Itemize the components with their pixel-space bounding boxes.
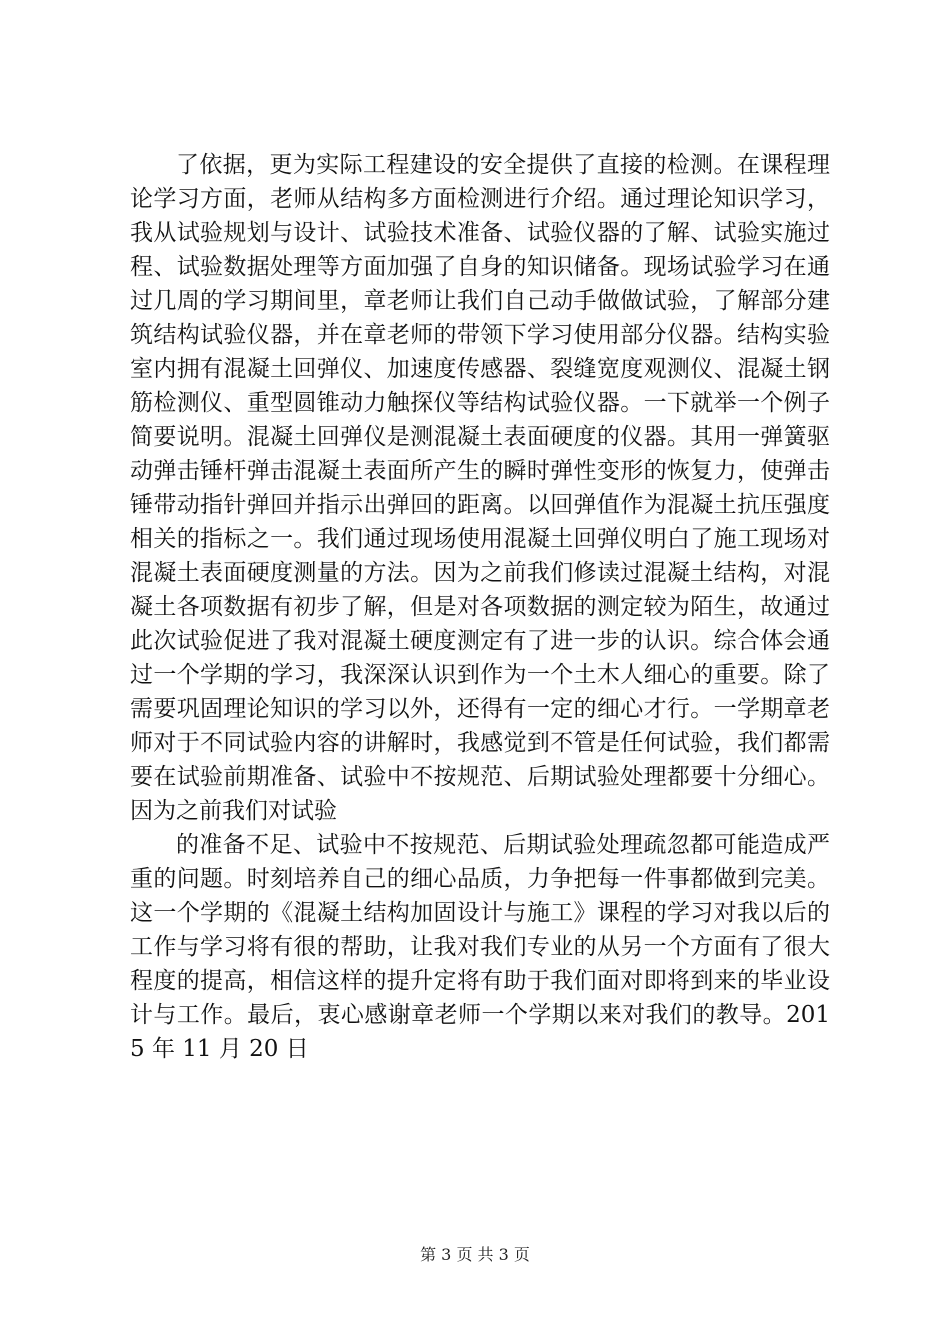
paragraph-2: 的准备不足、试验中不按规范、后期试验处理疏忽都可能造成严重的问题。时刻培养自己的细心品质，力争把每一件事都做到完美。这一个学期的《混凝土结构加固设计与施工》课程的学习对我以后的工作与学习将有很的帮助，让我对我们专业的从另一个方面有了很大程度的提高，相信这样的提升定将有助于我们面对即将到来的毕业设计与工作。最后，衷心感谢章老师一个学期以来对我们的教导。2015 年 11 月 20 日 [130,832,830,1062]
page-footer: 第 3 页 共 3 页 [420,1245,530,1264]
document-body [130,148,830,1066]
paragraph-1: 了依据，更为实际工程建设的安全提供了直接的检测。在课程理论学习方面，老师从结构多方面检测进行介绍。通过理论知识学习，我从试验规划与设计、试验技术准备、试验仪器的了解、试验实施过程、试验数据处理等方面加强了自身的知识储备。现场试验学习在通过几周的学习期间里，章老师让我们自己动手做做试验，了解部分建筑结构试验仪器，并在章老师的带领下学习使用部分仪器。结构实验室内拥有混凝土回弹仪、加速度传感器、裂缝宽度观测仪、混凝土钢筋检测仪、重型圆锥动力触探仪等结构试验仪器。一下就举一个例子简要说明。混凝土回弹仪是测混凝土表面硬度的仪器。其用一弹簧驱动弹击锤杆弹击混凝土表面所产生的瞬时弹性变形的恢复力，使弹击锤带动指针弹回并指示出弹回的距离。以回弹值作为混凝土抗压强度相关的指标之一。我们通过现场使用混凝土回弹仪明白了施工现场对混凝土表面硬度测量的方法。因为之前我们修读过混凝土结构，对混凝土各项数据有初步了解，但是对各项数据的测定较为陌生，故通过此次试验促进了我对混凝土硬度测定有了进一步的认识。综合体会通过一个学期的学习，我深深认识到作为一个土木人细心的重要。除了需要巩固理论知识的学习以外，还得有一定的细心才行。一学期章老师对于不同试验内容的讲解时，我感觉到不管是任何试验，我们都需要在试验前期准备、试验中不按规范、后期试验处理都要十分细心。因为之前我们对试验 [130,152,830,824]
